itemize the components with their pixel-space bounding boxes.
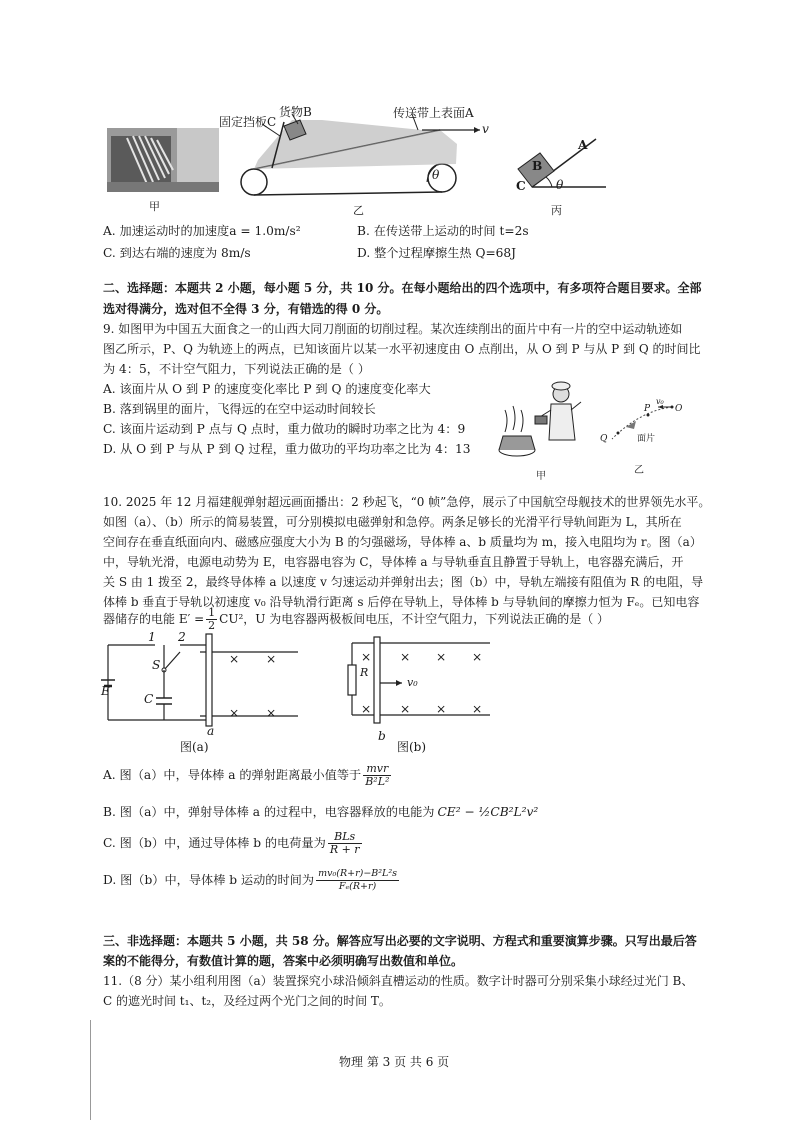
q9-label-P: P: [644, 404, 651, 414]
section2-line1: 二、选择题：本题共 2 小题，每小题 5 分，共 10 分。在每小题给出的四个选项中，有多项符合题目要求。全部: [103, 281, 702, 295]
q10-option-c-text: C. 图（b）中，通过导体棒 b 的电荷量为: [103, 836, 326, 850]
q10-a-label-C: C: [144, 692, 154, 706]
q10-stem-line1: 10. 2025 年 12 月福建舰弹射超远画面播出：2 秒起飞，“0 帧”急停，展示了中国航空母舰技术的世界领先水平。: [103, 495, 711, 509]
q10-b-cross-5: ×: [361, 702, 372, 716]
q10-b-cross-4: ×: [472, 650, 483, 664]
q10-option-b: [103, 795, 538, 829]
q9-stem-line3: 为 4：5，不计空气阻力，下列说法正确的是（ ）: [103, 362, 371, 376]
q10-a-label-a: a: [207, 724, 215, 738]
q8-option-c: C. 到达右端的速度为 8m/s: [103, 246, 251, 260]
q9-label-Q: Q: [600, 434, 608, 444]
q10-b-cross-3: ×: [436, 650, 447, 664]
q9-figure-jia-chef: [495, 380, 590, 470]
q9-fig-yi-caption: 乙: [634, 465, 644, 476]
figure-jia-photo: [107, 128, 219, 192]
label-v: v: [482, 122, 489, 136]
q10-b-cross-6: ×: [400, 702, 411, 716]
q9-option-c: C. 该面片运动到 P 点与 Q 点时，重力做功的瞬时功率之比为 4：9: [103, 422, 466, 436]
caption-bing: 丙: [551, 204, 562, 217]
q10-option-a-text: A. 图（a）中，导体棒 a 的弹射距离最小值等于: [103, 768, 362, 782]
q10-figure-a-circuit: [100, 630, 300, 740]
caption-yi: 乙: [353, 204, 364, 217]
q10-option-c-fraction: $\frac{\text{BLs}}{R + r}$: [329, 829, 360, 856]
q10-a-switch-1: 1: [148, 630, 156, 644]
q10-energy-text-rest: CU²，U 为电容器两极板间电压，不计空气阻力，下列说法正确的是（ ）: [219, 612, 610, 626]
label-cargo: 货物B: [279, 105, 312, 119]
section3-line2: 案的不能得分，有数值计算的题，答案中必须明确写出数值和单位。: [103, 954, 464, 968]
q10-option-a: [103, 758, 393, 792]
q10-b-cross-7: ×: [436, 702, 447, 716]
q10-stem-line5: 关 S 由 1 拨至 2，最终导体棒 a 以速度 v 匀速运动并弹射出去；图（b）中，导轨左端接有阻值为 R 的电阻，导: [103, 575, 704, 589]
q10-b-label-R: R: [360, 666, 369, 679]
q9-option-a: A. 该面片从 O 到 P 的速度变化率比 P 到 Q 的速度变化率大: [103, 382, 431, 396]
q11-stem-line2: C 的遮光时间 t₁、t₂，及经过两个光门之间的时间 T。: [103, 994, 391, 1008]
q8-option-b: B. 在传送带上运动的时间 t=2s: [357, 224, 529, 238]
page-footer: 物理 第 3 页 共 6 页: [339, 1055, 450, 1069]
q10-option-d: [103, 862, 401, 898]
q10-a-label-S: S: [152, 658, 161, 672]
q11-stem-line1: 11.（8 分）某小组利用图（a）装置探究小球沿倾斜直槽运动的性质。数字计时器可分别采集小球经过光门 B、: [103, 974, 694, 988]
q10-fig-a-caption: 图(a): [180, 740, 209, 754]
q10-option-c: [103, 826, 364, 860]
q10-option-b-text: B. 图（a）中，弹射导体棒 a 的过程中，电容器释放的电能为: [103, 805, 435, 819]
q10-stem-line6: 体棒 b 垂直于导轨以初速度 v₀ 沿导轨滑行距离 s 后停在导轨上，导体棒 b 与导轨间的摩擦力恒为 Fₑ。已知电容: [103, 595, 700, 609]
q10-a-cross-3: ×: [229, 706, 240, 720]
q9-fig-jia-caption: 甲: [536, 471, 546, 482]
label-theta-bing: θ: [556, 178, 564, 192]
caption-jia: 甲: [149, 200, 160, 213]
q9-label-mianpian: 面片: [637, 434, 656, 444]
label-belt: 传送带上表面A: [393, 106, 474, 120]
q10-a-switch-2: 2: [178, 630, 186, 644]
q10-stem-line3: 空间存在垂直纸面向内、磁感应强度大小为 B 的匀强磁场，导体棒 a、b 质量均为 m，接入电阻均为 r。图（a）: [103, 535, 702, 549]
q10-fig-b-caption: 图(b): [397, 740, 427, 754]
q10-option-a-fraction: $\frac{\text{mvr}}{\text{B²L²}}$: [365, 761, 390, 788]
q8-option-a: A. 加速运动时的加速度a = 1.0m/s²: [103, 224, 301, 238]
section2-line2: 选对得满分，选对但不全得 3 分，有错选的得 0 分。: [103, 302, 389, 316]
q10-b-cross-1: ×: [361, 650, 372, 664]
q10-a-cross-4: ×: [266, 706, 277, 720]
q10-a-cross-1: ×: [229, 652, 240, 666]
q9-label-v0: v₀: [656, 397, 664, 406]
q10-half-fraction: $\frac{1}{2}$: [208, 605, 216, 632]
q9-label-O: O: [675, 404, 683, 414]
q10-stem-line4: 中，导轨光滑，电源电动势为 E，电容器电容为 C，导体棒 a 与导轨垂直且静置于导轨上，电容器充满后，开: [103, 555, 684, 569]
q10-option-d-fraction: $\frac{\text{mv₀(R+r)−B²L²s}}{\text{Fₑ(R+r)}}$: [318, 867, 398, 892]
q10-b-label-v0: v₀: [407, 676, 418, 689]
q10-b-cross-8: ×: [472, 702, 483, 716]
q10-a-cross-2: ×: [266, 652, 277, 666]
label-baffle: 固定挡板C: [219, 115, 277, 129]
scan-edge-line: [90, 1020, 91, 1120]
q10-option-d-text: D. 图（b）中，导体棒 b 运动的时间为: [103, 873, 315, 887]
q10-b-cross-2: ×: [400, 650, 411, 664]
q10-a-label-E: E: [101, 684, 110, 698]
q8-option-d: D. 整个过程摩擦生热 Q=68J: [357, 246, 517, 260]
q9-option-b: B. 落到锅里的面片，飞得远的在空中运动时间较长: [103, 402, 376, 416]
q10-energy-text: 器储存的电能 E′ =: [103, 612, 205, 626]
q9-stem-line2: 图乙所示，P、Q 为轨迹上的两点，已知该面片以某一水平初速度由 O 点削出，从 O 到 P 与从 P 到 Q 的时间比: [103, 342, 701, 356]
q9-option-d: D. 从 O 到 P 与从 P 到 Q 过程，重力做功的平均功率之比为 4：13: [103, 442, 471, 456]
label-B-bing: B: [532, 159, 543, 173]
q10-option-b-expression: CE² − ½CB²L²v²: [437, 805, 539, 819]
q10-b-label-b: b: [378, 729, 386, 743]
q9-stem-line1: 9. 如图甲为中国五大面食之一的山西大同刀削面的切削过程。某次连续削出的面片中有一片的空中运动轨迹如: [103, 322, 683, 336]
q10-stem-line2: 如图（a）、（b）所示的简易装置，可分别模拟电磁弹射和急停。两条足够长的光滑平行导轨间距为 L，其所在: [103, 515, 682, 529]
section3-line1: 三、非选择题：本题共 5 小题，共 58 分。解答应写出必要的文字说明、方程式和重要演算步骤。只写出最后答: [103, 934, 697, 948]
label-A-bing: A: [578, 138, 588, 152]
label-theta-yi: θ: [432, 168, 440, 182]
label-C-bing: C: [516, 179, 526, 193]
